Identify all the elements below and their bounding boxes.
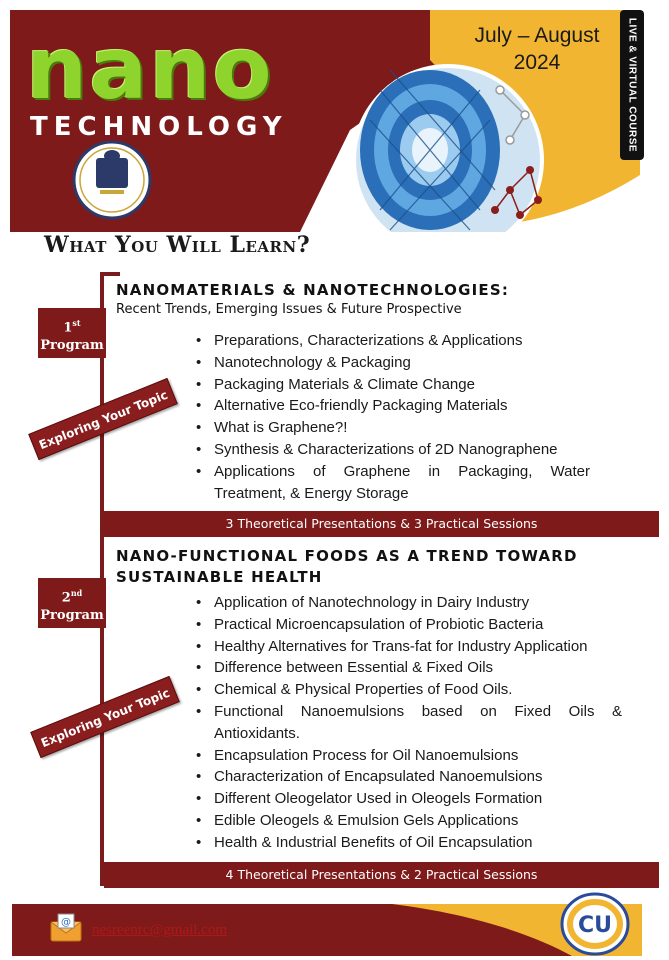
program-1-topics bbox=[194, 330, 590, 504]
list-item: • Chemical & Physical Properties of Food Oils. bbox=[194, 679, 622, 701]
list-item: • Edible Oleogels & Emulsion Gels Applications bbox=[194, 810, 622, 832]
program-2-title: NANO-FUNCTIONAL FOODS AS A TREND TOWARD SUSTAINABLE HEALTH bbox=[116, 547, 578, 586]
section-title: What You Will Learn? bbox=[44, 232, 311, 258]
program-1-sessions-bar: 3 Theoretical Presentations & 3 Practical Sessions bbox=[104, 511, 659, 537]
list-item: • Functional Nanoemulsions based on Fixed Oils & Antioxidants. bbox=[194, 701, 622, 745]
list-item: • Different Oleogelator Used in Oleogels Formation bbox=[194, 788, 622, 810]
list-item: • Characterization of Encapsulated Nanoemulsions bbox=[194, 766, 622, 788]
list-item: • Applications of Graphene in Packaging, Water Treatment, & Energy Storage bbox=[194, 461, 590, 505]
header-banner bbox=[0, 0, 669, 232]
course-type-tab bbox=[620, 10, 644, 160]
svg-text:@: @ bbox=[61, 917, 71, 928]
list-item: • Preparations, Characterizations & Applications bbox=[194, 330, 590, 352]
list-item: • Alternative Eco-friendly Packaging Materials bbox=[194, 395, 590, 417]
program-2-ribbon: Exploring Your Topic bbox=[30, 676, 180, 758]
list-item: • What is Graphene?! bbox=[194, 417, 590, 439]
list-item: • Packaging Materials & Climate Change bbox=[194, 374, 590, 396]
date-line-1: July – August bbox=[474, 24, 600, 47]
program-1-badge: 1st Program bbox=[38, 308, 106, 358]
date-line-2: 2024 bbox=[513, 51, 561, 74]
program-1-title: NANOMATERIALS & NANOTECHNOLOGIES: bbox=[116, 281, 510, 299]
program-2-topics bbox=[194, 592, 622, 854]
technology-word: TECHNOLOGY bbox=[30, 112, 288, 142]
program-2-badge: 2nd Program bbox=[38, 578, 106, 628]
list-item: • Health & Industrial Benefits of Oil Encapsulation bbox=[194, 832, 622, 854]
nano-logo-word: nano bbox=[26, 19, 274, 119]
course-dates bbox=[462, 22, 612, 76]
list-item: • Encapsulation Process for Oil Nanoemulsions bbox=[194, 745, 622, 767]
program-1-ribbon: Exploring Your Topic bbox=[28, 378, 178, 460]
list-item: • Practical Microencapsulation of Probiotic Bacteria bbox=[194, 614, 622, 636]
list-item: • Healthy Alternatives for Trans-fat for Industry Application bbox=[194, 636, 622, 658]
email-link[interactable]: nesreenrc@gmail.com bbox=[92, 922, 228, 938]
program-1-subtitle: Recent Trends, Emerging Issues & Future Prospective bbox=[116, 302, 462, 317]
cu-logo bbox=[560, 892, 630, 956]
email-icon bbox=[50, 912, 82, 942]
course-type-label: LIVE & VIRTUAL COURSE bbox=[626, 17, 638, 153]
timeline-top-cap bbox=[100, 272, 120, 276]
list-item: • Nanotechnology & Packaging bbox=[194, 352, 590, 374]
svg-text:CU: CU bbox=[577, 913, 613, 938]
list-item: • Synthesis & Characterizations of 2D Nanographene bbox=[194, 439, 590, 461]
program-2-sessions-bar: 4 Theoretical Presentations & 2 Practical Sessions bbox=[104, 862, 659, 888]
list-item: • Application of Nanotechnology in Dairy Industry bbox=[194, 592, 622, 614]
list-item: • Difference between Essential & Fixed Oils bbox=[194, 657, 622, 679]
